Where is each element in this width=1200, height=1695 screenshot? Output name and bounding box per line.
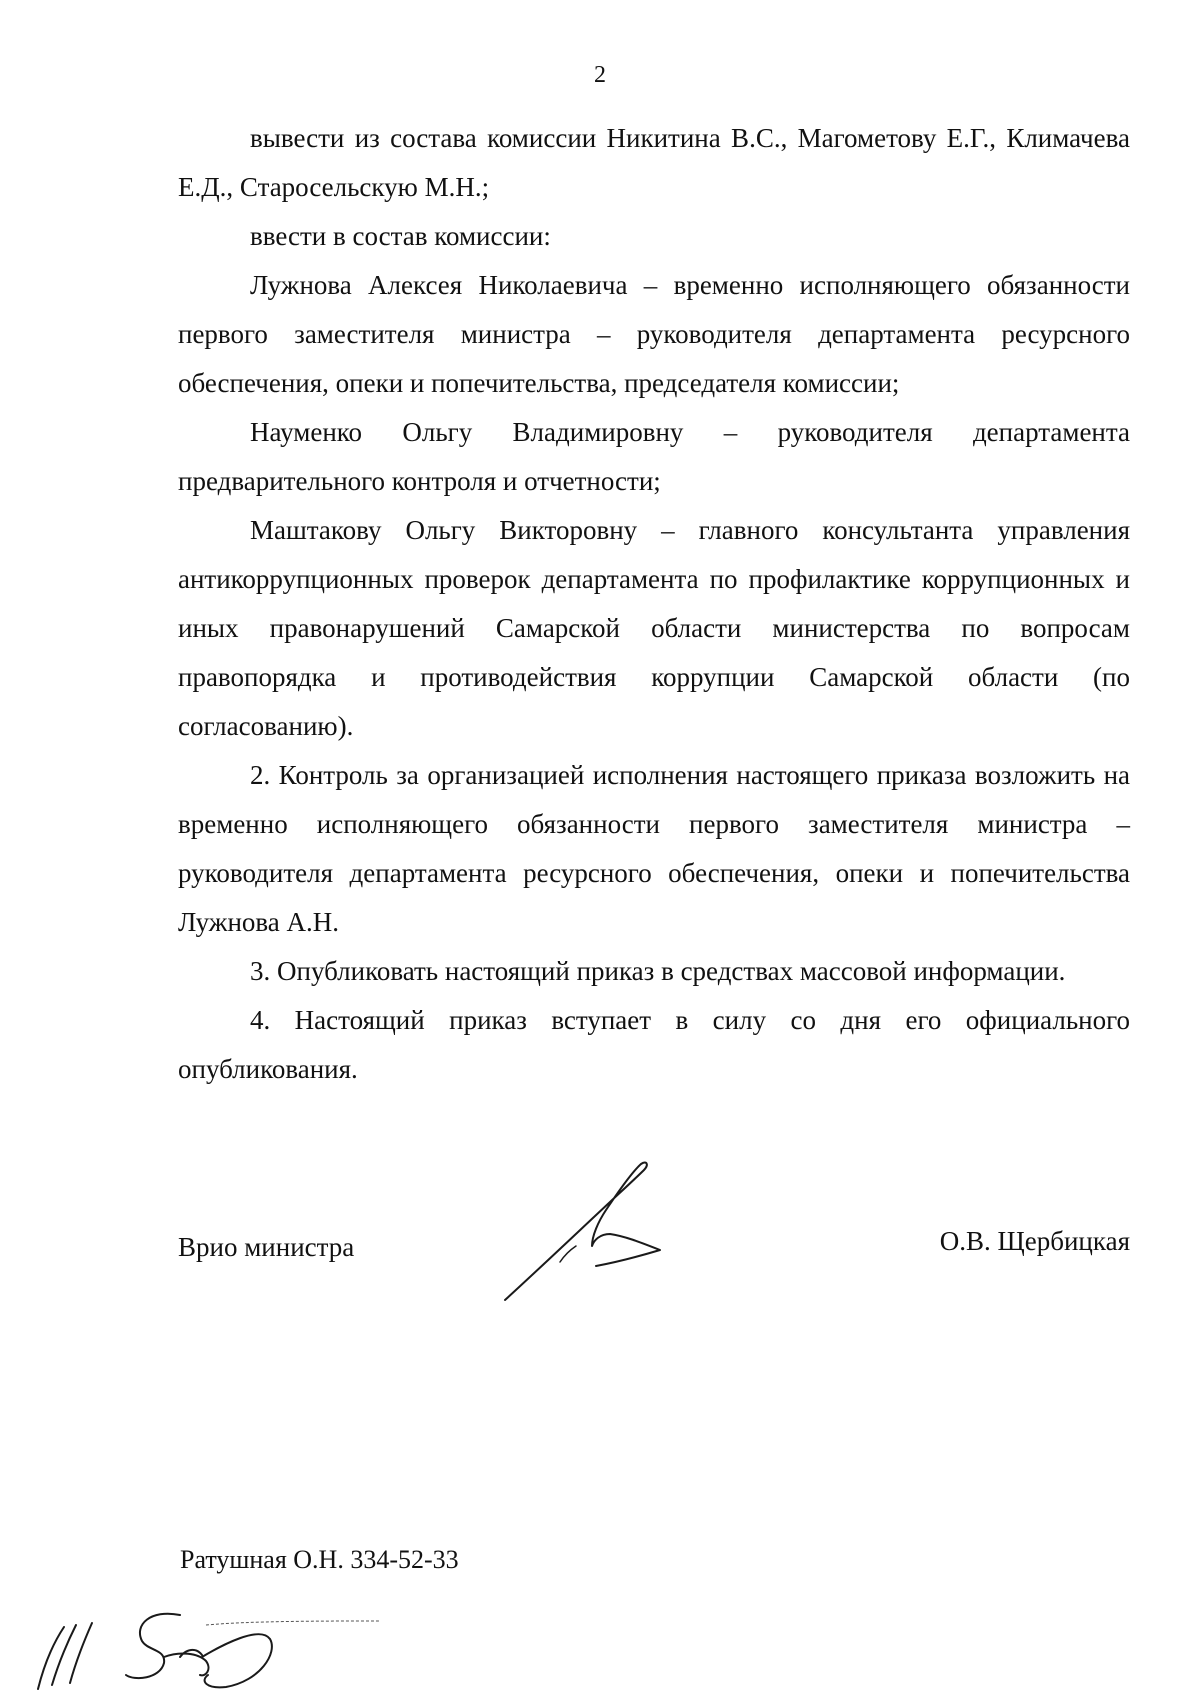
executor-contact: Ратушная О.Н. 334-52-33 — [180, 1545, 459, 1574]
paragraph-effective: 4. Настоящий приказ вступает в силу со дня его официального опубликования. — [178, 1005, 1130, 1084]
paragraph-control: 2. Контроль за организацией исполнения настоящего приказа возложить на временно исполняющего обязанности первого заместителя министра – руководителя департамента ресурсного обеспечения, опеки и попечительства Лужнова А.Н. — [178, 760, 1130, 937]
signatory-position: Врио министра — [178, 1232, 355, 1262]
signatory-name: О.В. Щербицкая — [939, 1226, 1130, 1256]
document-body — [178, 114, 1130, 1094]
paragraph-member-naumenko: Науменко Ольгу Владимировну – руководителя департамента предварительного контроля и отчетности; — [178, 417, 1130, 496]
paragraph-member-luzhnov: Лужнова Алексея Николаевича – временно исполняющего обязанности первого заместителя министра – руководителя департамента ресурсного обеспечения, опеки и попечительства, председателя комиссии; — [178, 270, 1130, 398]
paragraph-remove-members: вывести из состава комиссии Никитина В.С., Магометову Е.Г., Климачева Е.Д., Старосельскую М.Н.; — [178, 123, 1130, 202]
page-number: 2 — [594, 62, 606, 88]
paragraph-member-mashtakova: Маштакову Ольгу Викторовну – главного консультанта управления антикоррупционных проверок департамента по профилактике коррупционных и иных правонарушений Самарской области министерства по вопросам правопорядка и противодействия коррупции Самарской области (по согласованию). — [178, 515, 1130, 741]
approval-initials — [30, 1585, 390, 1695]
paragraph-add-members-intro: ввести в состав комиссии: — [250, 221, 551, 251]
handwritten-signature — [500, 1150, 690, 1310]
paragraph-publish: 3. Опубликовать настоящий приказ в средствах массовой информации. — [250, 956, 1066, 986]
